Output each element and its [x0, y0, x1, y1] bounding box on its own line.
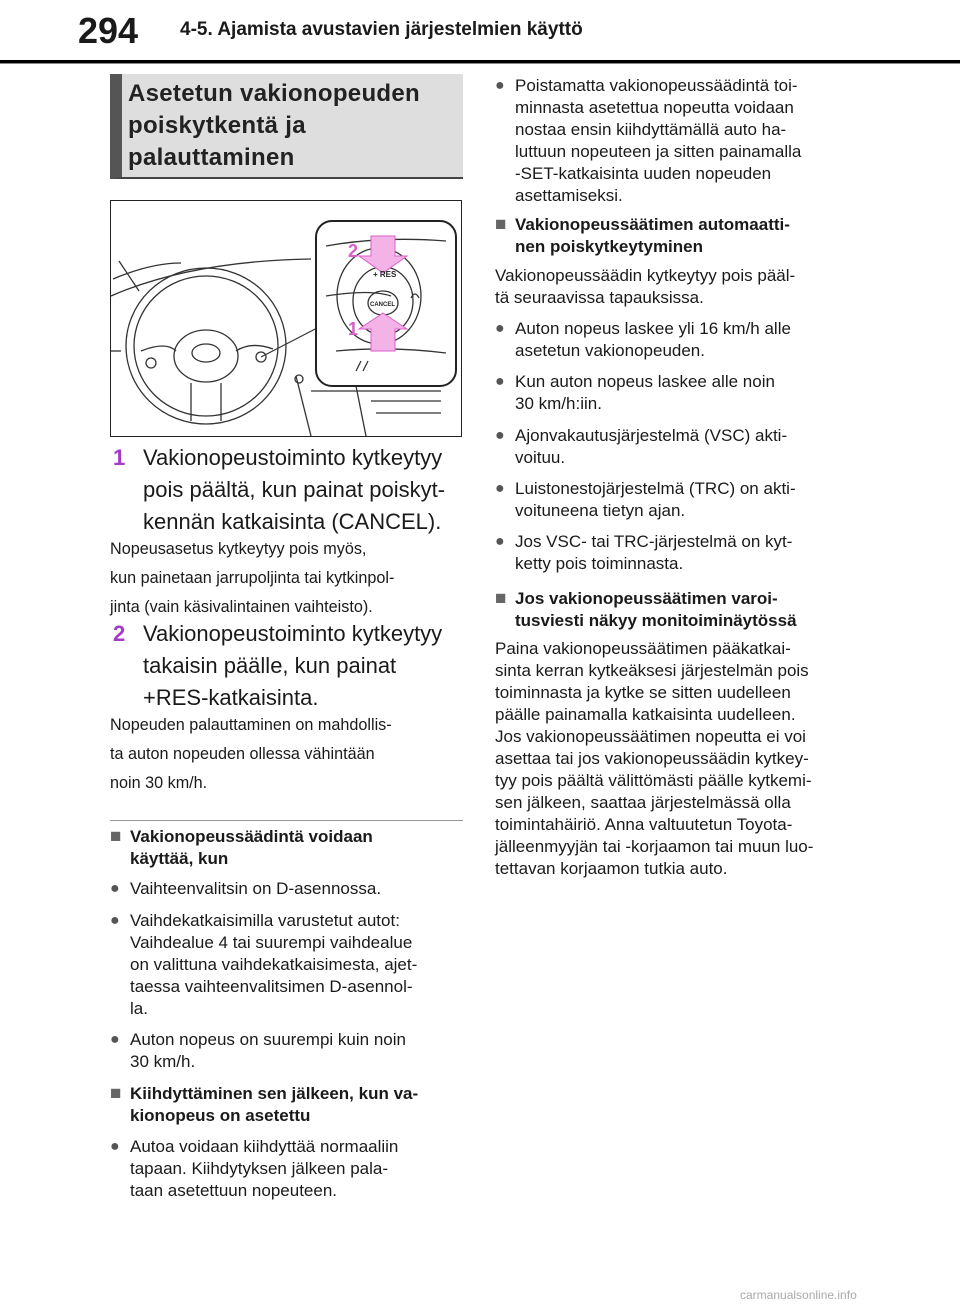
note-line: kun painetaan jarrupoljinta tai kytkinpol- [110, 569, 395, 587]
body-line: Jos vakionopeussäätimen nopeutta ei voi [495, 727, 806, 746]
step-line: pois päältä, kun painat poiskyt- [143, 477, 446, 502]
step-1-note [110, 535, 470, 622]
bullet-icon: ● [110, 1138, 120, 1155]
item-line: 30 km/h. [130, 1052, 196, 1071]
section-title [128, 78, 420, 174]
auto-cancel-intro [495, 265, 850, 309]
heading-line: kionopeus on asetettu [130, 1106, 311, 1125]
square-icon: ■ [110, 1083, 122, 1104]
body-line: toiminnasta ja kytke se sitten uudelleen [495, 683, 791, 702]
item-line: voituu. [515, 448, 566, 467]
item-line: asetetun vakionopeuden. [515, 341, 705, 360]
body-line: tettavan korjaamon tutkia auto. [495, 859, 728, 878]
item-line: Auton nopeus on suurempi kuin noin [130, 1030, 406, 1049]
body-line: päälle painamalla katkaisinta uudelleen. [495, 705, 796, 724]
bullet-icon: ● [110, 912, 120, 929]
body-line: tyy pois päältä välittömästi päälle kytkemi- [495, 771, 812, 790]
section-title-line: Asetetun vakionopeuden [128, 80, 420, 107]
step-line: takaisin päälle, kun painat [143, 653, 397, 678]
item-line: Vaihdekatkaisimilla varustetut autot: [130, 911, 400, 930]
step-line: kennän katkaisinta (CANCEL). [143, 509, 442, 534]
bullet-icon: ● [495, 427, 505, 444]
square-icon: ■ [495, 214, 507, 235]
step-2-note [110, 711, 470, 798]
item-line: Autoa voidaan kiihdyttää normaaliin [130, 1137, 399, 1156]
item-line: taessa vaihteenvalitsimen D-asennol- [130, 977, 413, 996]
item-line: voituneena tietyn ajan. [515, 501, 686, 520]
item-line: Poistamatta vakionopeussäädintä toi- [515, 76, 798, 95]
body-line: sinta kerran kytkeäksesi järjestelmän pois [495, 661, 809, 680]
step-number: 1 [113, 445, 126, 470]
item-line: minnasta asetettua nopeutta voidaan [515, 98, 794, 117]
heading-line: Vakionopeussäädintä voidaan [130, 827, 373, 846]
item-line: Jos VSC- tai TRC-järjestelmä on kyt- [515, 532, 793, 551]
warning-body [495, 638, 850, 880]
item-line: Vaihteenvalitsin on D-asennossa. [130, 879, 382, 898]
watermark: carmanualsonline.info [740, 1288, 857, 1302]
bullet-icon: ● [495, 533, 505, 550]
item-line: -SET-katkaisinta uuden nopeuden [515, 164, 772, 183]
heading-line: Kiihdyttäminen sen jälkeen, kun va- [130, 1084, 419, 1103]
divider [110, 820, 463, 821]
cancel-label: CANCEL [370, 302, 395, 308]
header-rule-thin [0, 63, 960, 64]
bullet-icon: ● [495, 373, 505, 390]
body-line: tä seuraavissa tapauksissa. [495, 288, 704, 307]
note-line: noin 30 km/h. [110, 774, 208, 792]
heading-line: Jos vakionopeussäätimen varoi- [515, 589, 778, 608]
item-line: ketty pois toiminnasta. [515, 554, 684, 573]
item-line: Luistonestojärjestelmä (TRC) on akti- [515, 479, 796, 498]
heading-line: Vakionopeussäätimen automaatti- [515, 215, 790, 234]
item-line: Auton nopeus laskee yli 16 km/h alle [515, 319, 791, 338]
bullet-icon: ● [495, 77, 505, 94]
bullet-icon: ● [110, 880, 120, 897]
square-icon: ■ [495, 588, 507, 609]
page-number: 294 [78, 10, 139, 51]
heading-line: nen poiskytkeytyminen [515, 237, 704, 256]
body-line: asettaa tai jos vakionopeussäädin kytkey- [495, 749, 809, 768]
callout-1: 1 [348, 319, 359, 339]
heading-line: tusviesti näkyy monitoiminäytössä [515, 611, 797, 630]
step-number: 2 [113, 621, 126, 646]
body-line: Vakionopeussäädin kytkeytyy pois pääl- [495, 266, 796, 285]
step-line: +RES-katkaisinta. [143, 685, 319, 710]
chapter-title: 4-5. Ajamista avustavien järjestelmien käyttö [180, 19, 583, 40]
item-line: taan asetettuun nopeuteen. [130, 1181, 338, 1200]
item-line: Vaihdealue 4 tai suurempi vaihdealue [130, 933, 413, 952]
item-line: Kun auton nopeus laskee alle noin [515, 372, 775, 391]
section-title-line: poiskytkentä ja [128, 112, 306, 139]
item-line: Ajonvakautusjärjestelmä (VSC) akti- [515, 426, 788, 445]
step-line: Vakionopeustoiminto kytkeytyy [143, 445, 443, 470]
bullet-icon: ● [110, 1031, 120, 1048]
bullet-icon: ● [495, 320, 505, 337]
item-line: on valittuna vaihdekatkaisimesta, ajet- [130, 955, 418, 974]
steering-wheel-illustration [110, 200, 462, 437]
item-line: la. [130, 999, 148, 1018]
res-label: + RES [373, 270, 397, 279]
item-line: luttuun nopeuteen ja sitten painamalla [515, 142, 802, 161]
item-line: nostaa ensin kiihdyttämällä auto ha- [515, 120, 787, 139]
note-line: Nopeusasetus kytkeytyy pois myös, [110, 540, 367, 558]
item-line: asettamiseksi. [515, 186, 623, 205]
body-line: toimintahäiriö. Anna valtuutetun Toyota- [495, 815, 793, 834]
step-line: Vakionopeustoiminto kytkeytyy [143, 621, 443, 646]
section-title-line: palauttaminen [128, 144, 295, 171]
heading-line: käyttää, kun [130, 849, 229, 868]
steering-wheel-drawing [111, 201, 461, 436]
note-line: Nopeuden palauttaminen on mahdollis- [110, 716, 392, 734]
section-title-box [110, 74, 463, 179]
note-line: ta auton nopeuden ollessa vähintään [110, 745, 375, 763]
body-line: jälleenmyyjän tai -korjaamon tai muun luo- [495, 837, 814, 856]
callout-2: 2 [348, 241, 359, 261]
square-icon: ■ [110, 826, 122, 847]
item-line: 30 km/h:iin. [515, 394, 602, 413]
bullet-icon: ● [495, 480, 505, 497]
body-line: Paina vakionopeussäätimen pääkatkai- [495, 639, 791, 658]
item-line: tapaan. Kiihdytyksen jälkeen pala- [130, 1159, 388, 1178]
body-line: sen jälkeen, saattaa järjestelmässä olla [495, 793, 791, 812]
note-line: jinta (vain käsivalintainen vaihteisto). [110, 598, 373, 616]
